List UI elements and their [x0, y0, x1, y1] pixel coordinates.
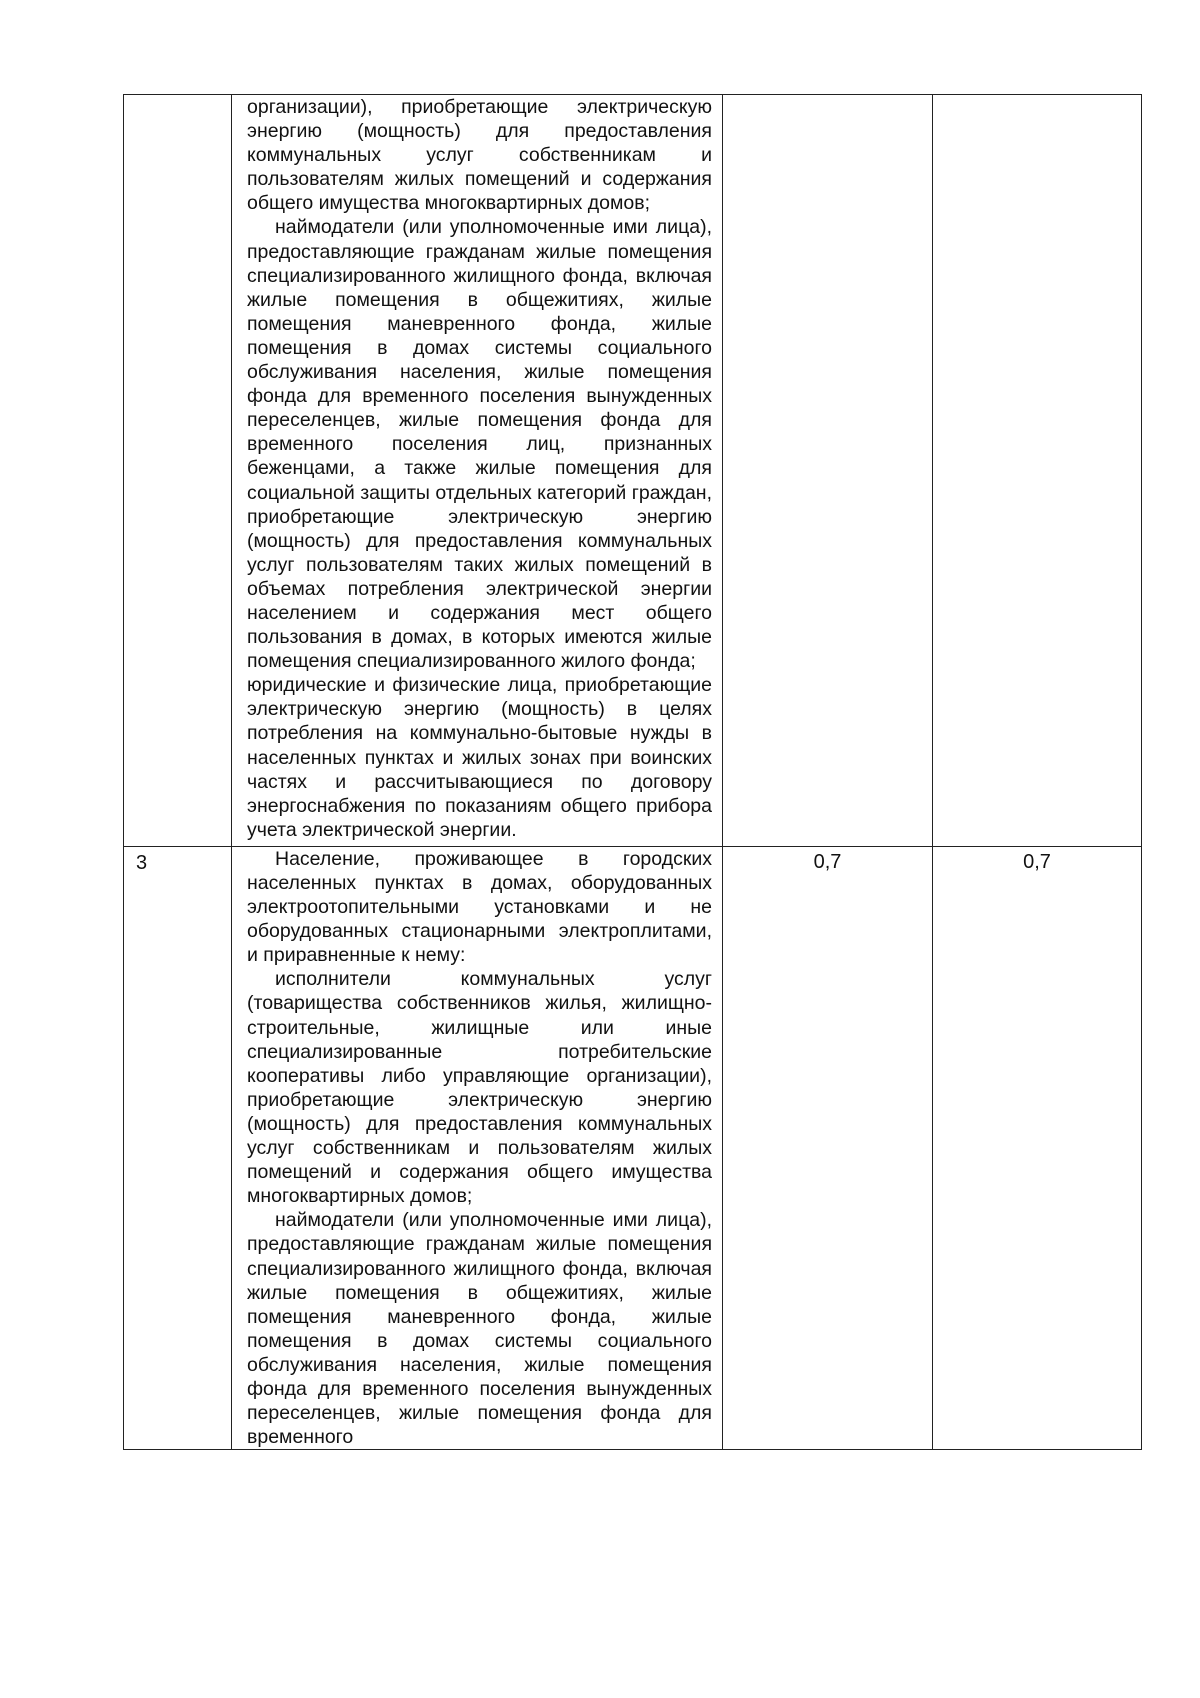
paragraph: юридические и физические лица, приобретающие электрическую энергию (мощность) в целях потребления на коммунально-бытовые нужды в населенных пунктах и жилых зонах при воинских частях и рассчитывающиеся по договору энергоснабжения по показаниям общего прибора учета электрической энергии.	[247, 674, 712, 841]
coefficient-value: 0,7	[813, 850, 842, 873]
table-row	[124, 95, 1142, 847]
coefficient-cell-2	[933, 846, 1142, 1449]
row-number-cell	[124, 846, 232, 1449]
paragraph: исполнители коммунальных услуг (товарищества собственников жилья, жилищно-строительные, жилищные или иные специализированные потребительские кооперативы либо управляющие организации), приобретающие электрическую энергию (мощность) для предоставления коммунальных услуг собственникам и пользователям жилых помещений и содержания общего имущества многоквартирных домов;	[247, 968, 712, 1208]
table-row	[124, 846, 1142, 1449]
paragraph: организации), приобретающие электрическую энергию (мощность) для предоставления коммунальных услуг собственникам и пользователям жилых помещений и содержания общего имущества многоквартирных домов;	[247, 96, 712, 215]
row-number	[124, 95, 231, 99]
coefficient-value	[933, 95, 1141, 98]
paragraph: Население, проживающее в городских населенных пунктах в домах, оборудованных электроотопительными установками и не оборудованных стационарными электроплитами, и приравненные к нему:	[247, 847, 712, 967]
row-number-cell	[124, 95, 232, 847]
paragraph: наймодатели (или уполномоченные ими лица), предоставляющие гражданам жилые помещения специализированного жилищного фонда, включая жилые помещения в общежитиях, жилые помещения маневренного фонда, жилые помещения в домах системы социального обслуживания населения, жилые помещения фонда для временного поселения вынужденных переселенцев, жилые помещения фонда для временного поселения лиц, признанных беженцами, а также жилые помещения для социальной защиты отдельных категорий граждан, приобретающие электрическую энергию (мощность) для предоставления коммунальных услуг пользователям таких жилых помещений в объемах потребления электрической энергии населением и содержания мест общего пользования в домах, в которых имеются жилые помещения специализированного жилого фонда;	[247, 216, 712, 673]
coefficient-value	[723, 95, 932, 98]
coefficient-cell-1	[723, 95, 933, 847]
row-number: 3	[136, 851, 148, 874]
paragraph: наймодатели (или уполномоченные ими лица), предоставляющие гражданам жилые помещения специализированного жилищного фонда, включая жилые помещения в общежитиях, жилые помещения маневренного фонда, жилые помещения в домах системы социального обслуживания населения, жилые помещения фонда для временного поселения вынужденных переселенцев, жилые помещения фонда для временного	[247, 1209, 712, 1449]
coefficient-value: 0,7	[1023, 850, 1051, 873]
consumer-category-cell	[232, 95, 723, 847]
tariff-table	[123, 94, 1142, 1450]
coefficient-cell-2	[933, 95, 1142, 847]
consumer-category-cell	[232, 846, 723, 1449]
coefficient-cell-1	[723, 846, 933, 1449]
